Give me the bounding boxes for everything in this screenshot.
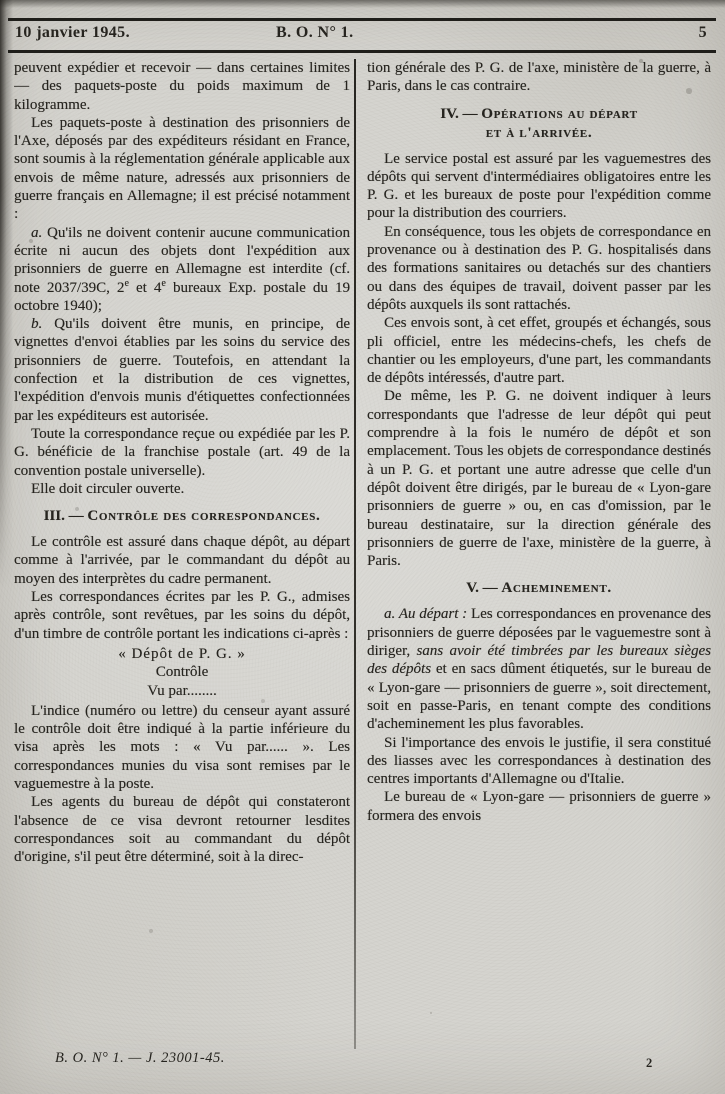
stamp-line: Contrôle	[155, 664, 209, 681]
text-run: Les correspondances écrites par les P. G., admises après contrôle, sont revêtues, par les soins du dépôt, d'un timbre de contrôle portant les indications ci-après :	[14, 589, 350, 642]
heading-text: et à l'arrivée.	[485, 124, 593, 141]
heading-line	[367, 105, 711, 124]
heading-text: Opérations au départ	[481, 105, 638, 122]
paragraph	[367, 788, 711, 825]
text-run: L'indice (numéro ou lettre) du censeur ayant assuré le contrôle doit être indiqué à la partie inférieure du visa après les mots : « Vu par...... ». Les correspondances munies du visa sont remises par le vaguemestre à la poste.	[14, 702, 350, 792]
heading-text: Acheminement.	[501, 580, 612, 597]
heading-text: V. —	[466, 580, 502, 597]
text-run: Si l'importance des envois le justifie, il sera constitué des liasses avec les correspondances à destination des centres importants d'Allemagne ou d'Italie.	[367, 734, 711, 788]
superscript: e	[124, 277, 129, 289]
paragraph	[14, 480, 350, 498]
page-body	[14, 59, 711, 1049]
section-heading	[367, 579, 711, 598]
paragraph	[14, 114, 350, 224]
control-stamp-block	[14, 645, 350, 700]
text-run: De même, les P. G. ne doivent indiquer à leurs correspondants que l'adresse de leur dépôt qui peut comprendre à la fois le numéro de dépôt et son emplacement. Tous les objets de correspondance destinés à un P. G. et portant une autre adresse que celle d'un dépôt doivent être dirigés, par le bureau de « Lyon-gare prisonniers de guerre » ou, en cas d'omission, par le bureau destinataire, sur la direction générale des prisonniers de guerre de l'axe, ministère de la guerre, à Paris.	[367, 388, 711, 570]
text-run: Les correspondances en provenance des prisonniers de guerre déposées par le vaguemestre sont à diriger,	[367, 606, 711, 660]
paragraph	[367, 59, 711, 96]
page-header	[0, 24, 725, 48]
italic-text: sans avoir été timbrées par les bureaux sièges des dépôts	[367, 643, 711, 678]
section-heading	[367, 105, 711, 143]
text-run: et en sacs dûment étiquetés, sur le bureau de « Lyon-gare — prisonniers de guerre », soit directement, soit en passe-Paris, en tenant compte des conditions d'acheminement les plus favorables.	[367, 661, 711, 733]
footer-imprint: B. O. N° 1. — J. 23001-45.	[55, 1050, 225, 1066]
paragraph	[14, 702, 350, 793]
scan-edge-shadow-left	[0, 0, 13, 620]
text-run: En conséquence, tous les objets de correspondance en provenance ou à destination des P. G. hospitalisés dans des formations sanitaires ou detachés sur des chantiers ou dans des équipes de travail, doivent passer par les dépôts auxquels ils sont rattachés.	[367, 223, 711, 313]
italic-text: b.	[31, 316, 43, 333]
paragraph	[14, 315, 350, 425]
paragraph	[367, 387, 711, 570]
text-run: Les agents du bureau de dépôt qui constateront l'absence de ce visa devront retourner lesdites correspondances soit au commandant du dépôt d'origine, s'il peut être déterminé, soit à la direc-	[14, 794, 350, 866]
italic-text: a. Au départ :	[384, 606, 468, 623]
text-run: et 4	[128, 279, 162, 296]
right-column	[367, 59, 711, 1045]
stamp-line: Vu par........	[147, 682, 217, 699]
italic-text: a.	[31, 224, 43, 241]
heading-text: IV. —	[440, 105, 482, 122]
column-divider	[354, 59, 356, 1049]
header-title: B. O. N° 1.	[276, 24, 354, 41]
header-page-number: 5	[698, 24, 707, 41]
text-run: Qu'ils ne doivent contenir aucune communication écrite ni aucun des objets dont l'expédition aux prisonniers de guerre en Allemagne est interdite (cf. note 2037/39C, 2	[14, 224, 350, 296]
text-run: Qu'ils doivent être munis, en principe, de vignettes d'envoi établies par les soins du service des prisonniers de guerre. Toutefois, en attendant la confection et la distribution de ces vignettes, l'expédition d'envois munis d'étiquettes confectionnées par les expéditeurs est autorisée.	[14, 316, 350, 424]
text-run: Elle doit circuler ouverte.	[31, 480, 185, 497]
text-run: Le contrôle est assuré dans chaque dépôt, au départ comme à l'arrivée, par le commandant du dépôt au moyen des interprètes du cadre permanent.	[14, 534, 350, 587]
paragraph	[14, 425, 350, 480]
heading-line	[367, 124, 711, 143]
signature-mark: 2	[646, 1056, 653, 1070]
header-rule-top	[8, 18, 716, 21]
text-run: peuvent expédier et recevoir — dans certaines limites — des paquets-poste du poids maximum de 1 kilogramme.	[14, 60, 350, 113]
text-run: bureaux Exp. postale du 19 octobre 1940);	[14, 279, 350, 314]
heading-line	[14, 507, 350, 526]
header-date: 10 janvier 1945.	[15, 24, 130, 41]
paragraph	[14, 533, 350, 588]
text-run: Toute la correspondance reçue ou expédiée par les P. G. bénéficie de la franchise postale (art. 49 de la convention postale universelle).	[14, 425, 350, 479]
stamp-line: « Dépôt de P. G. »	[118, 645, 246, 662]
paragraph	[14, 588, 350, 643]
paragraph	[367, 314, 711, 387]
text-run: Ces envois sont, à cet effet, groupés et échangés, sous pli officiel, entre les médecins-chefs, les chefs de chantier ou les employeurs, d'une part, les commandants de dépôts intéressés, d'autre part.	[367, 315, 711, 387]
text-run: Les paquets-poste à destination des prisonniers de l'Axe, déposés par des expéditeurs résidant en France, sont soumis à la réglementation générale applicable aux envois de même nature, adressés aux prisonniers de guerre français en Allemagne; il est précisé notamment :	[14, 114, 350, 223]
paragraph	[367, 605, 711, 733]
superscript: e	[161, 277, 166, 289]
paper-specks	[0, 0, 2, 2]
text-run: Le service postal est assuré par les vaguemestres des dépôts qui servent d'intermédiaires obligatoires entre les P. G. et les bureaux de poste pour l'expédition comme pour la distribution des courriers.	[367, 150, 711, 222]
paragraph	[367, 150, 711, 223]
paragraph	[367, 734, 711, 789]
scan-edge-shadow-top	[0, 0, 725, 8]
paragraph	[14, 793, 350, 866]
section-heading	[14, 507, 350, 526]
paragraph	[367, 223, 711, 314]
heading-line	[367, 579, 711, 598]
paragraph	[14, 224, 350, 315]
heading-text: Contrôle des correspondances.	[87, 508, 321, 525]
text-run: tion générale des P. G. de l'axe, ministère de la guerre, à Paris, dans le cas contraire.	[367, 60, 711, 95]
paragraph	[14, 59, 350, 114]
heading-text: III. —	[43, 508, 88, 525]
left-column	[14, 59, 350, 1045]
header-rule-bottom	[8, 50, 716, 53]
text-run: Le bureau de « Lyon-gare — prisonniers de guerre » formera des envois	[367, 789, 711, 824]
